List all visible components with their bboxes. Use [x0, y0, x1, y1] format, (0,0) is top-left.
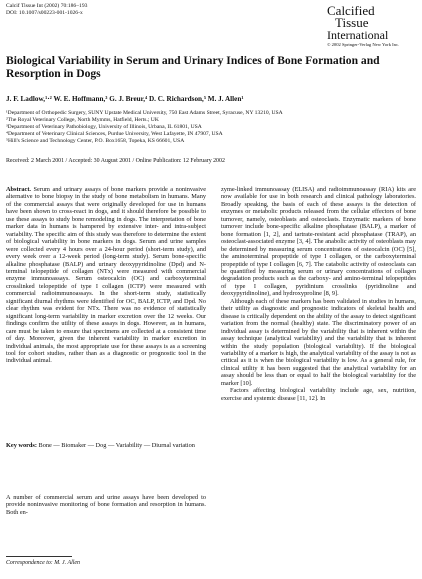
journal-header — [6, 3, 87, 17]
footnote-divider — [6, 556, 72, 557]
right-column — [221, 186, 416, 402]
affiliation: ⁵Hill's Science and Technology Center, P.O. Box1658, Topeka, KS 66601, USA — [6, 137, 185, 144]
body-paragraph: Although each of these markers has been validated in studies in humans, their utility as diagnostic and prognostic indicators of skeletal health and disease is critically dependent on the ability of the assay to detect significant variation from the normal (healthy) state. The discriminatory power of an individual assay is determined by the variability that is inherent within the assay technique (analytical variability) and the variability that is inherent within the study population (biological variability). If the biological variability of a marker is high, the analytical variability of the assay is not as critical as it is when the biological variability is low. As a general rule, for clinical utility it has been suggested that the analytical variability for an assay should be less than or equal to half the biological variability for the marker [10]. — [221, 297, 416, 387]
affiliation: ⁴Department of Veterinary Clinical Sciences, Purdue University, West Lafayette, IN 47907, USA — [6, 130, 223, 137]
correspondence-note: Correspondence to: M. J. Allen — [6, 560, 80, 566]
abstract-label: Abstract. — [6, 186, 32, 193]
keywords-label: Key words: — [6, 442, 37, 449]
paper-title: Biological Variability in Serum and Urinary Indices of Bone Formation and Resorption in Dogs — [6, 54, 380, 80]
affiliation: ²The Royal Veterinary College, North Mymms, Hatfield, Herts.; UK — [6, 116, 159, 123]
keywords-text: Bone — Biomaker — Dog — Variability — Diurnal variation — [38, 442, 195, 449]
doi: DOI: 10.1007/s00223-001-1026-x — [6, 9, 83, 16]
logo-line-1: Calcified — [327, 3, 375, 18]
received-dates: Received: 2 March 2001 / Accepted: 30 August 2001 / Online Publication: 12 February 2002 — [6, 158, 225, 164]
abstract-section — [6, 186, 206, 365]
journal-citation: Calcif Tissue Int (2002) 70:186–193 — [6, 3, 88, 9]
body-paragraph: Factors affecting biological variability include age, sex, nutrition, exercise and systemic disease [11, 12]. In — [221, 387, 416, 402]
body-paragraph: zyme-linked immunoassay (ELISA) and radioimmunoassay (RIA) kits are now available for use in both research and clinical pathology laboratories. Broadly speaking, the basis of each of these assays is the detection of enzymes or metabolic products released from the cellular effectors of bone turnover, namely, osteoblasts and osteoclasts. Enzymatic markers of bone turnover include bone-specific alkaline phosphatase (BALP), a marker of bone formation [1, 2], and tartrate-resistant acid phosphatase (TRAP), an osteoclast-associated enzyme [3, 4]. The anabolic activity of osteoblasts may be determined by measuring serum concentrations of osteocalcin (OC) [5], the aminoterminal propeptide of type I collagen, or the carboxyterminal propeptide of type I collagen [6, 7]. The catabolic activity of osteoclasts can be quantified by measuring serum or urinary concentrations of collagen degradation products such as the carboxy- and amino-terminal telopeptides of type I collagen, pyridinium crosslinks (pyridinoline and deoxypyridinoline), and hydroxyproline [8, 9]. — [221, 186, 416, 298]
logo-line-2: Tissue — [335, 15, 369, 30]
affiliation: ¹Department of Orthopedic Surgery, SUNY Upstate Medical University, 750 East Adams Street, Syracuse, NY 13210, USA — [6, 110, 283, 116]
intro-left-column — [6, 494, 206, 516]
affiliations — [6, 110, 406, 145]
journal-logo — [327, 5, 407, 41]
logo-line-3: International — [327, 28, 389, 42]
abstract-text: Serum and urinary assays of bone markers provide a noninvasive alternative to bone biopsy in the study of bone metabolism in humans. Many of the commercial assays that were originally developed for use in humans have been shown to cross-react in dogs, and it should therefore be possible to use these assays to study bone remodeling in dogs. The interpretation of bone marker data in humans is hampered by extensive inter- and intra-subject variability. The specific aim of this study was therefore to determine the extent of biological variability in bone markers in dogs. Serum and urine samples were collected every 4 hours over a 24-hour period (short-term study), and every week over a 12-week period (long-term study). Serum bone-specific alkaline phosphatase (BALP) and urinary deoxypyridinoline (Dpd) and N-terminal telopeptide of collagen (NTx) were measured with commercial enzyme immunoassays. Serum osteocalcin (OC) and carboxyterminal crosslinked telopeptide of type I collagen (ICTP) were measured with commercial radioimmunoassays. In the short-term study, statistically significant diurnal rhythms were identified for OC, BALP, ICTP, and Dpd. No clear rhythm was evident for NTx. There was no evidence of statistically significant long-term variability in marker excretion over the 12 weeks. Our findings confirm the utility of these assays in dogs. However, as in humans, care must be taken to ensure that specimens are collected at a consistent time of day. Moreover, given the inherent variability in marker excretion in individual animals, the most appropriate use for these assays is as a screening tool for cohort studies, rather than as a diagnostic or prognostic tool in the individual animal. — [6, 186, 206, 365]
affiliation: ³Department of Veterinary Pathobiology, University of Illinois, Urbana, IL 61801, USA — [6, 123, 202, 130]
intro-paragraph: A number of commercial serum and urine assays have been developed to provide noninvasive monitoring of bone formation and resorption in humans. Both en- — [6, 494, 206, 516]
author-list: J. F. Ladlow,¹·² W. E. Hoffmann,³ G. J. Breur,⁴ D. C. Richardson,⁵ M. J. Allen¹ — [6, 95, 244, 103]
keywords-section — [6, 442, 206, 449]
copyright: © 2002 Springer-Verlag New York Inc. — [327, 42, 400, 47]
